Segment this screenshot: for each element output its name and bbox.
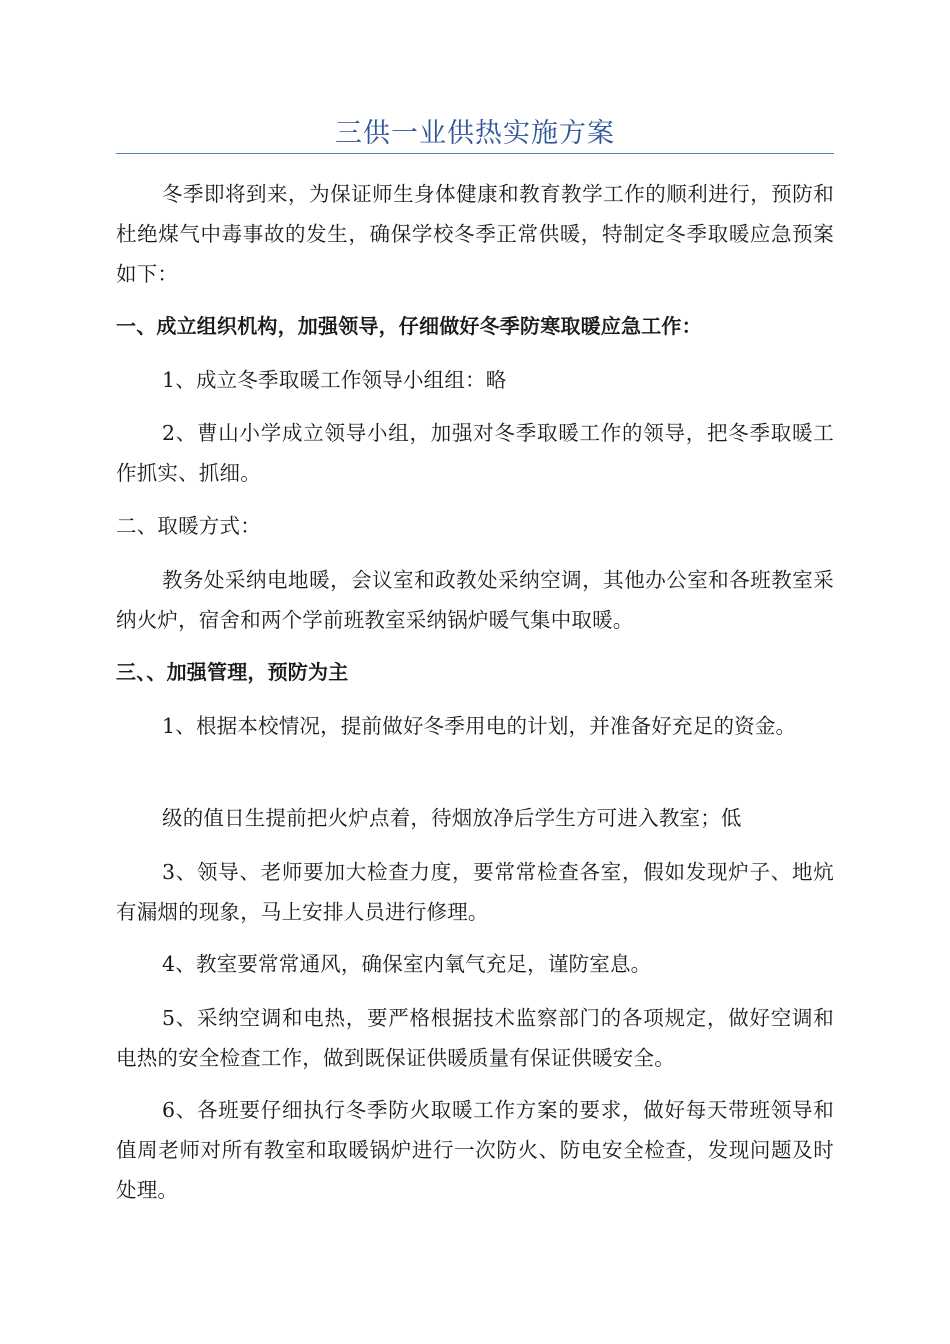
list-item-3-fragment: 级的值日生提前把火炉点着，待烟放净后学生方可进入教室；低 [162,806,742,830]
list-item-1-2: 2、曹山小学成立领导小组，加强对冬季取暖工作的领导，把冬季取暖工作抓实、抓细。 [116,421,834,485]
title-underline [116,153,834,154]
list-item-3-3: 3、领导、老师要加大检查力度，要常常检查各室，假如发现炉子、地炕有漏烟的现象，马上安排人员进行修理。 [116,860,834,924]
list-item-1-1: 1、成立冬季取暖工作领导小组组：略 [162,368,507,392]
intro-paragraph: 冬季即将到来，为保证师生身体健康和教育教学工作的顺利进行，预防和杜绝煤气中毒事故的发生，确保学校冬季正常供暖，特制定冬季取暖应急预案如下： [116,182,834,286]
list-item-3-4: 4、教室要常常通风，确保室内氧气充足，谨防室息。 [162,952,652,976]
list-item-3-6: 6、各班要仔细执行冬季防火取暖工作方案的要求，做好每天带班领导和值周老师对所有教室和取暖锅炉进行一次防火、防电安全检查，发现问题及时处理。 [116,1098,834,1202]
list-item-3-1: 1、根据本校情况，提前做好冬季用电的计划，并准备好充足的资金。 [162,714,797,738]
heating-method-paragraph: 教务处采纳电地暖，会议室和政教处采纳空调，其他办公室和各班教室采纳火炉，宿舍和两个学前班教室采纳锅炉暖气集中取暖。 [116,568,834,632]
document-title: 三供一业供热实施方案 [335,118,615,149]
section-heading-2: 二、取暖方式： [116,514,261,538]
section-heading-3: 三、、加强管理，预防为主 [116,660,349,684]
section-heading-1: 一、成立组织机构，加强领导，仔细做好冬季防寒取暖应急工作： [116,314,702,338]
list-item-3-5: 5、采纳空调和电热，要严格根据技术监察部门的各项规定，做好空调和电热的安全检查工作，做到既保证供暖质量有保证供暖安全。 [116,1006,834,1070]
